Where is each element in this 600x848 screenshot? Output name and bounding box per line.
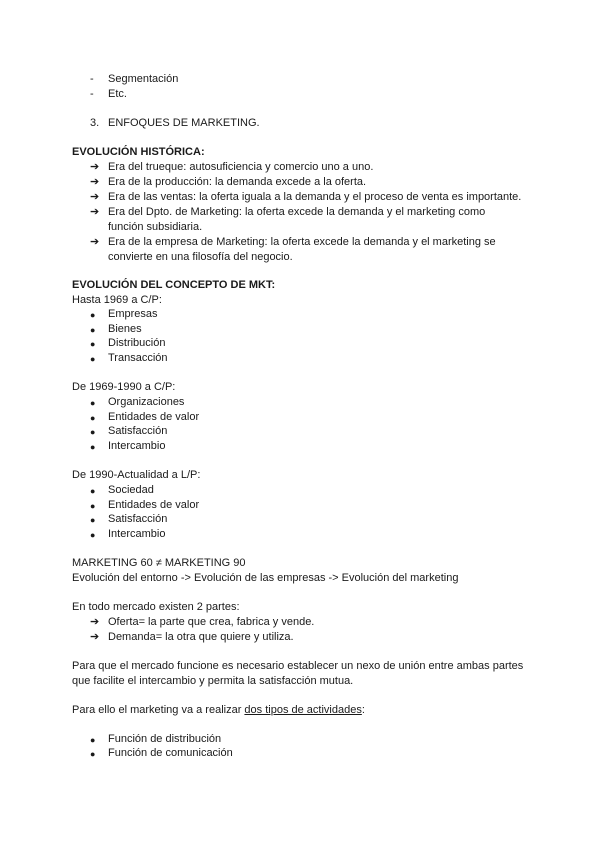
list-item: Distribución bbox=[108, 337, 166, 349]
list-item: Bienes bbox=[108, 323, 142, 335]
arrow-icon: ➔ bbox=[90, 631, 100, 643]
list-item: Satisfacción bbox=[108, 425, 168, 437]
list-item: Era de la producción: la demanda excede a la oferta. bbox=[108, 176, 367, 188]
list-item: Era del Dpto. de Marketing: la oferta excede la demanda y el marketing como bbox=[108, 206, 486, 218]
bullet-icon: ● bbox=[90, 427, 96, 437]
dash-marker: - bbox=[90, 73, 94, 85]
bullet-icon: ● bbox=[90, 442, 96, 452]
mercado-intro: En todo mercado existen 2 partes: bbox=[72, 601, 240, 613]
bullet-icon: ● bbox=[90, 735, 96, 745]
bullet-icon: ● bbox=[90, 339, 96, 349]
heading-evolucion-concepto: EVOLUCIÓN DEL CONCEPTO DE MKT: bbox=[72, 279, 276, 291]
actividades-prefix: Para ello el marketing va a realizar bbox=[72, 704, 245, 716]
list-item: Etc. bbox=[108, 88, 127, 100]
group-title: Hasta 1969 a C/P: bbox=[72, 294, 162, 306]
bullet-icon: ● bbox=[90, 354, 96, 364]
list-item: Intercambio bbox=[108, 528, 166, 540]
section-title: ENFOQUES DE MARKETING. bbox=[108, 117, 260, 129]
arrow-icon: ➔ bbox=[90, 236, 100, 248]
list-item: Función de distribución bbox=[108, 733, 222, 745]
bullet-icon: ● bbox=[90, 501, 96, 511]
list-item: Demanda= la otra que quiere y utiliza. bbox=[108, 631, 294, 643]
list-item: Empresas bbox=[108, 308, 158, 320]
list-item: Entidades de valor bbox=[108, 499, 200, 511]
section-number: 3. bbox=[90, 117, 100, 129]
bullet-icon: ● bbox=[90, 515, 96, 525]
list-item: Entidades de valor bbox=[108, 411, 200, 423]
paragraph-line: que facilite el intercambio y permita la satisfacción mutua. bbox=[72, 675, 354, 687]
actividades-underlined: dos tipos de actividades bbox=[244, 704, 362, 716]
list-item: Oferta= la parte que crea, fabrica y vende. bbox=[108, 616, 315, 628]
bullet-icon: ● bbox=[90, 749, 96, 759]
list-item: Intercambio bbox=[108, 440, 166, 452]
marketing-compare: MARKETING 60 ≠ MARKETING 90 bbox=[72, 557, 246, 569]
bullet-icon: ● bbox=[90, 325, 96, 335]
bullet-icon: ● bbox=[90, 486, 96, 496]
paragraph-line: Para que el mercado funcione es necesario establecer un nexo de unión entre ambas partes bbox=[72, 660, 524, 672]
list-item: Era de las ventas: la oferta iguala a la demanda y el proceso de venta es importante. bbox=[108, 191, 522, 203]
group-title: De 1969-1990 a C/P: bbox=[72, 381, 176, 393]
list-item: Función de comunicación bbox=[108, 747, 233, 759]
arrow-icon: ➔ bbox=[90, 206, 100, 218]
bullet-icon: ● bbox=[90, 310, 96, 320]
list-item: Organizaciones bbox=[108, 396, 185, 408]
arrow-icon: ➔ bbox=[90, 616, 100, 628]
list-item: Satisfacción bbox=[108, 513, 168, 525]
group-title: De 1990-Actualidad a L/P: bbox=[72, 469, 201, 481]
list-item: Segmentación bbox=[108, 73, 179, 85]
arrow-icon: ➔ bbox=[90, 176, 100, 188]
list-item-continuation: función subsidiaria. bbox=[108, 221, 203, 233]
arrow-icon: ➔ bbox=[90, 191, 100, 203]
arrow-icon: ➔ bbox=[90, 161, 100, 173]
list-item-continuation: convierte en una filosofía del negocio. bbox=[108, 251, 293, 263]
dash-marker: - bbox=[90, 88, 94, 100]
actividades-suffix: : bbox=[361, 704, 365, 716]
bullet-icon: ● bbox=[90, 413, 96, 423]
actividades-line bbox=[72, 703, 365, 717]
evolucion-line: Evolución del entorno -> Evolución de las empresas -> Evolución del marketing bbox=[72, 572, 459, 584]
bullet-icon: ● bbox=[90, 530, 96, 540]
list-item: Sociedad bbox=[108, 484, 154, 496]
list-item: Transacción bbox=[108, 352, 168, 364]
bullet-icon: ● bbox=[90, 398, 96, 408]
list-item: Era del trueque: autosuficiencia y comercio uno a uno. bbox=[108, 161, 374, 173]
list-item: Era de la empresa de Marketing: la oferta excede la demanda y el marketing se bbox=[108, 236, 496, 248]
heading-evolucion-historica: EVOLUCIÓN HISTÓRICA: bbox=[72, 146, 205, 158]
